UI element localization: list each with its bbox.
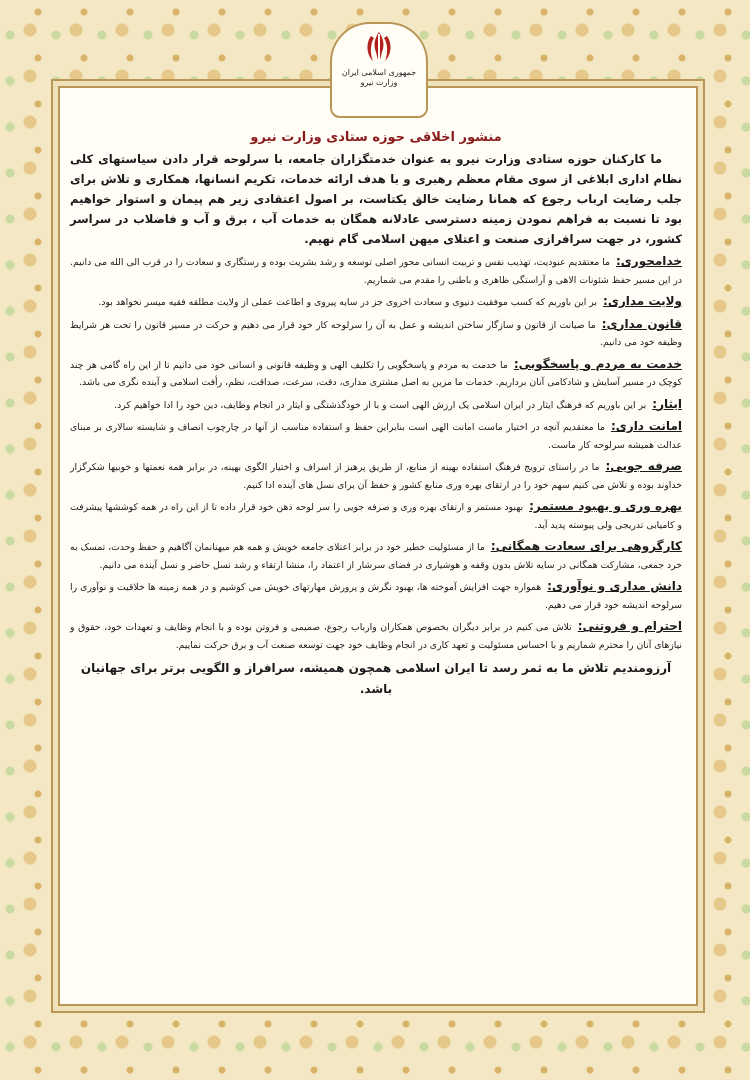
charter-content xyxy=(66,104,686,994)
charter-item xyxy=(70,253,682,289)
item-heading: ایثار: xyxy=(652,396,682,411)
item-text: بر این باوریم که کسب موفقیت دنیوی و سعادت اخروی جز در سایه پیروی و اطاعت عملی از ولایت مطلقه فقیه میسر نخواهد بود. xyxy=(98,297,598,308)
item-heading: بهره وری و بهبود مستمر: xyxy=(529,499,682,513)
item-heading: خدمت به مردم و پاسخگویی: xyxy=(513,356,682,371)
charter-item xyxy=(70,396,682,415)
item-heading: قانون مداری: xyxy=(601,316,682,331)
charter-item xyxy=(70,293,682,312)
item-text: بر این باوریم که فرهنگ ایثار در ایران اسلامی یک ارزش الهی است و با از خودگذشتگی و ایثار در انجام وظایف، دین خود را ادا خواهیم کرد. xyxy=(114,399,647,411)
preamble-paragraph: ما کارکنان حوزه ستادی وزارت نیرو به عنوان خدمتگزاران جامعه، با سرلوحه قرار دادن سیاستهای کلی نظام اداری ابلاغی از سوی مقام معظم رهبری و با هدف ارائه خدمات، تکریم انسانها، همکاری و تلاش برای جلب رضایت ارباب رجوع که همانا رضایت خالق یکتاست، بر اصول اعتقادی زیر هم پیمان و استوار خواهیم بود تا نسبت به فراهم نمودن زمینه دسترسی عادلانه همگان به خدمات آب ، برق و آب و فاضلاب در سراسر کشور، در جهت سرافرازی صنعت و اعتلای میهن اسلامی گام نهیم. xyxy=(70,152,682,246)
emblem-line-ministry: وزارت نیرو xyxy=(360,78,398,87)
item-text: تلاش می کنیم در برابر دیگران بخصوص همکاران وارباب رجوع، صمیمی و فروتن بوده و با انجام وظایف و تعهدات خود، حقوق و نیازهای آنان را محترم شماریم و با احساس مسئولیت و تعهد کاری در انجام وظایف خود جهت توسعه صنعت آب و برق حرکت نماییم. xyxy=(70,622,682,651)
item-heading: احترام و فروتنی: xyxy=(577,619,682,633)
charter-item xyxy=(70,538,682,574)
charter-item xyxy=(70,418,682,454)
item-text: ما معتقدیم عبودیت، تهذیب نفس و تربیت انسانی محور اصلی توسعه و رشد بشریت بوده و رستگاری و سعادت را در قرب الی الله می دانیم. در این مسیر حفظ شئونات الاهی و آراستگی ظاهری و باطنی را مقدم می شماریم. xyxy=(70,257,682,286)
item-text: ما خدمت به مردم و پاسخگویی را تکلیف الهی و وظیفه قانونی و انسانی خود می دانیم تا از این راه گامی هر چند کوچک در مسیر آسایش و شادکامی آنان برداریم. خدمات ما مزین به اصل مشتری مداری، دقت، سرعت، صداقت، نظم، رأفت اسلامی و آینده نگری می باشد. xyxy=(70,359,682,388)
item-text: ما صیانت از قانون و سازگار ساختن اندیشه و عمل به آن را سرلوحه کار خود قرار می دهیم و حرکت در مسیر قانون را تحت هر شرایط وظیفه خود می دانیم. xyxy=(70,319,682,348)
page-title: منشور اخلاقی حوزه ستادی وزارت نیرو xyxy=(250,130,502,145)
emblem-line-republic: جمهوری اسلامی ایران xyxy=(341,68,417,77)
item-heading: ولایت مداری: xyxy=(603,294,682,308)
charter-item xyxy=(70,458,682,494)
item-text: ما در راستای ترویج فرهنگ استفاده بهینه از منابع، از طریق پرهیز از اسراف و اختیار الگوی بهینه، در برابر همه نعمتها و خوبیها شکرگزار خداوند بوده و تلاش می کنیم سهم خود را در ارتقای بهره وری منابع کشور و حفظ آن برای نسل های آینده ادا کنیم. xyxy=(70,462,682,491)
item-text: بهبود مستمر و ارتقای بهره وری و صرفه جویی را سر لوحه ذهن خود قرار داده تا از این راه در همه کوششها پیشرفت و کامیابی تدریجی ولی پیوسته پدید آید. xyxy=(70,502,682,531)
closing-statement: آرزومندیم تلاش ما به ثمر رسد تا ایران اسلامی همچون همیشه، سرافراز و الگویی برتر برای جهانیان باشد. xyxy=(80,661,672,696)
item-text: ما از مسئولیت خطیر خود در برابر اعتلای جامعه خویش و همه هم میهنانمان آگاهیم و حفظ وحدت، تمسک به خرد جمعی، مشارکت همگانی در سایه تلاش بدون وقفه و هوشیاری در فضای سرشار از اعتماد را، منشا ارتقاء و رشد نسل حاضر و نسل آینده می دانیم. xyxy=(70,542,682,571)
iran-emblem-icon xyxy=(362,30,396,68)
charter-item xyxy=(70,498,682,534)
item-text: همواره جهت افزایش آموخته ها، بهبود نگرش و پرورش مهارتهای خویش می کوشیم و در همه زمینه ها خلاقیت و نوآوری را سرلوحه اندیشه خود قرار می دهیم. xyxy=(70,582,682,611)
item-text: ما معتقدیم آنچه در اختیار ماست امانت الهی است بنابراین حفظ و استفاده مناسب از آنها در چارچوب انصاف و شایسته سالاری بر مبنای عدالت همیشه سرلوحه کار ماست. xyxy=(70,422,682,451)
item-heading: دانش مداری و نوآوری: xyxy=(547,579,682,593)
item-heading: خدامحوری: xyxy=(616,254,682,268)
charter-item xyxy=(70,356,682,392)
charter-item xyxy=(70,618,682,654)
item-heading: صرفه جویی: xyxy=(605,459,682,473)
charter-item xyxy=(70,578,682,614)
item-heading: کارگروهی برای سعادت همگانی: xyxy=(490,539,682,553)
charter-item xyxy=(70,316,682,352)
item-heading: امانت داری: xyxy=(610,419,682,433)
